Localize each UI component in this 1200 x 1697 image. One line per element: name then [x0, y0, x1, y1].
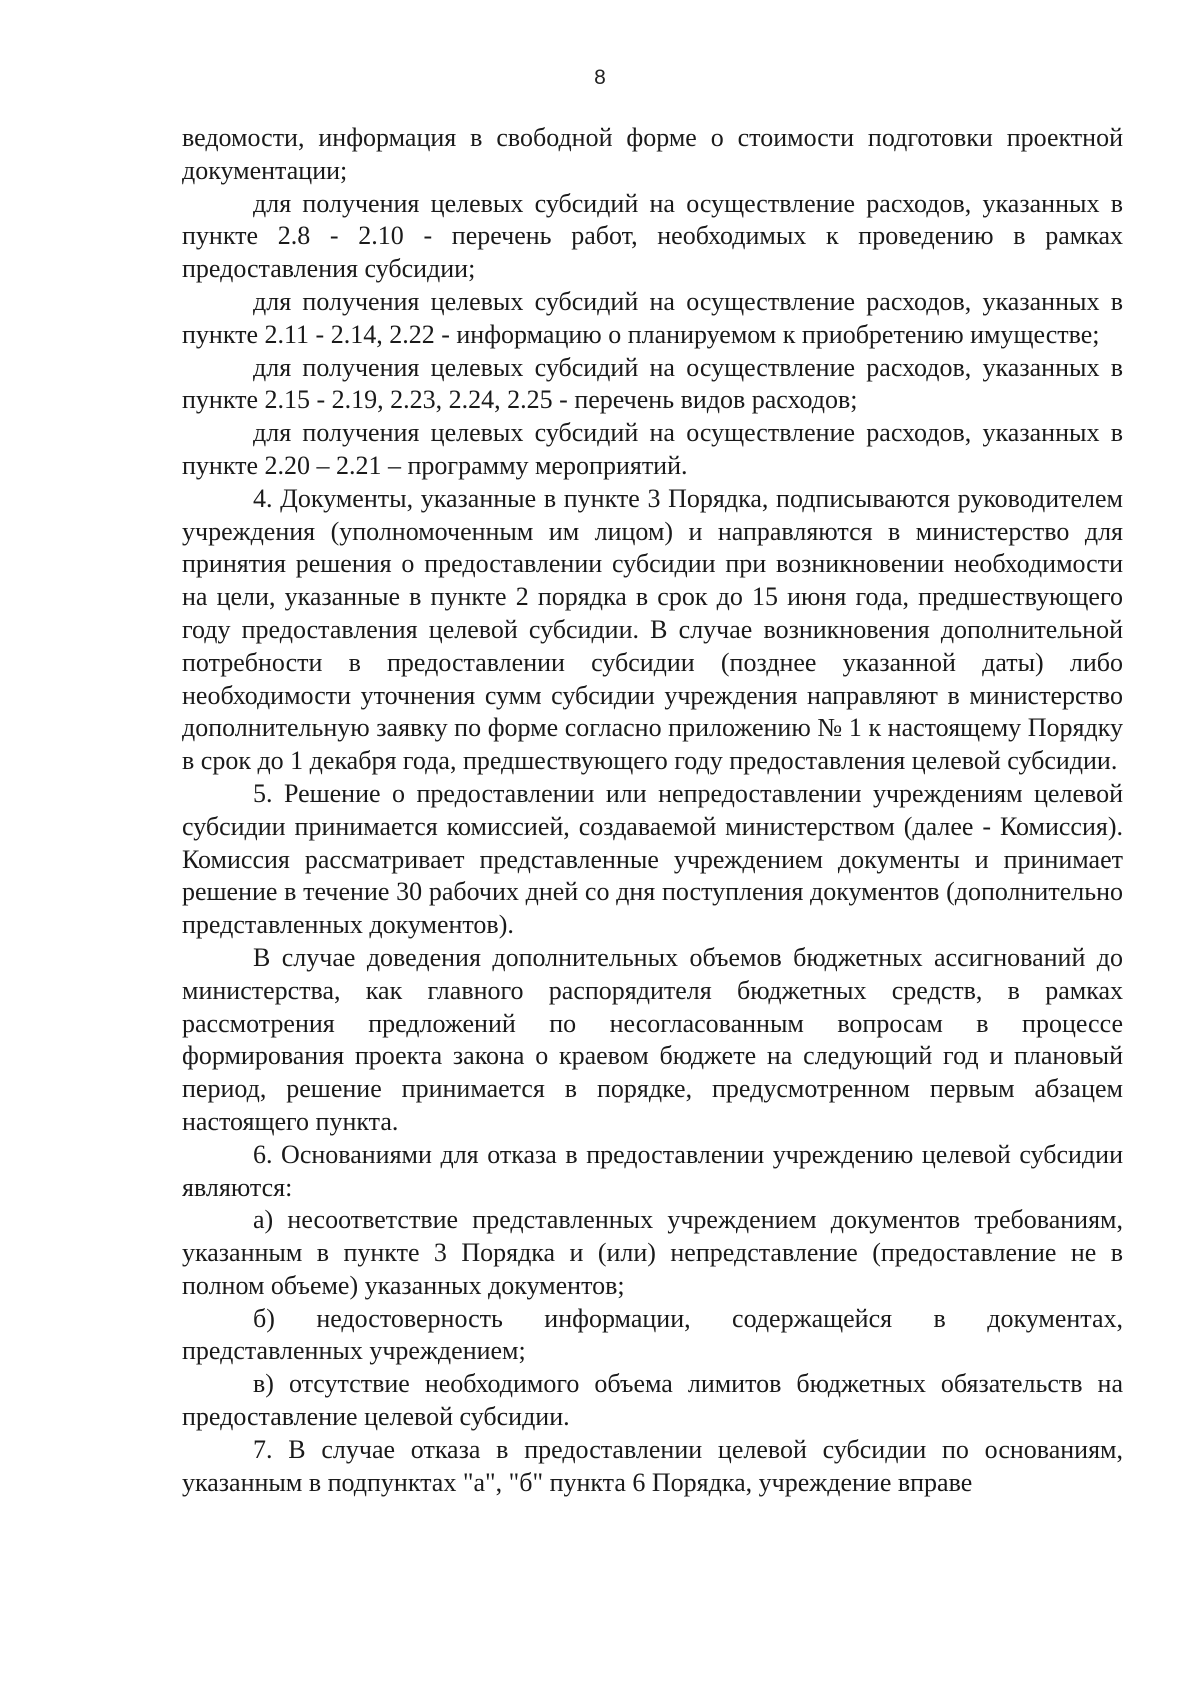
paragraph: В случае доведения дополнительных объемов бюджетных ассигнований до министерства, как главного распорядителя бюджетных средств, в рамках рассмотрения предложений по несогласованным вопросам в процессе формирования проекта закона о краевом бюджете на следующий год и плановый период, решение принимается в порядке, предусмотренном первым абзацем настоящего пункта.: [182, 942, 1123, 1136]
paragraph: для получения целевых субсидий на осуществление расходов, указанных в пункте 2.8 - 2.10 - перечень работ, необходимых к проведению в рамках предоставления субсидии;: [182, 188, 1123, 284]
paragraph: для получения целевых субсидий на осуществление расходов, указанных в пункте 2.11 - 2.14, 2.22 - информацию о планируемом к приобретению имуществе;: [182, 286, 1123, 349]
paragraph: а) несоответствие представленных учреждением документов требованиям, указанным в пункте 3 Порядка и (или) непредставление (предоставление не в полном объеме) указанных документов;: [182, 1205, 1123, 1300]
paragraph: 5. Решение о предоставлении или непредоставлении учреждениям целевой субсидии принимается комиссией, создаваемой министерством (далее - Комиссия). Комиссия рассматривает представленные учреждением документы и принимает решение в течение 30 рабочих дней со дня поступления документов (дополнительно представленных документов).: [182, 778, 1123, 940]
paragraph: ведомости, информация в свободной форме о стоимости подготовки проектной документации;: [182, 123, 1123, 185]
paragraph: 6. Основаниями для отказа в предоставлении учреждению целевой субсидии являются:: [182, 1139, 1123, 1202]
paragraph: 7. В случае отказа в предоставлении целевой субсидии по основаниям, указанным в подпунктах "а", "б" пункта 6 Порядка, учреждение вправе: [182, 1434, 1123, 1497]
paragraph: б) недостоверность информации, содержащейся в документах, представленных учреждением;: [182, 1303, 1123, 1366]
paragraph: для получения целевых субсидий на осуществление расходов, указанных в пункте 2.20 – 2.21 – программу мероприятий.: [182, 418, 1123, 480]
paragraph: для получения целевых субсидий на осуществление расходов, указанных в пункте 2.15 - 2.19, 2.23, 2.24, 2.25 - перечень видов расходов;: [182, 352, 1123, 415]
paragraph: 4. Документы, указанные в пункте 3 Порядка, подписываются руководителем учреждения (уполномоченным им лицом) и направляются в министерство для принятия решения о предоставлении субсидии при возникновении необходимости на цели, указанные в пункте 2 порядка в срок до 15 июня года, предшествующего году предоставления целевой субсидии. В случае возникновения дополнительной потребности в предоставлении субсидии (позднее указанной даты) либо необходимости уточнения сумм субсидии учреждения направляют в министерство дополнительную заявку по форме согласно приложению № 1 к настоящему Порядку в срок до 1 декабря года, предшествующего году предоставления целевой субсидии.: [182, 483, 1123, 776]
document-body: [182, 122, 1123, 1499]
paragraph: в) отсутствие необходимого объема лимитов бюджетных обязательств на предоставление целевой субсидии.: [182, 1369, 1123, 1432]
page-number: 8: [594, 66, 606, 89]
